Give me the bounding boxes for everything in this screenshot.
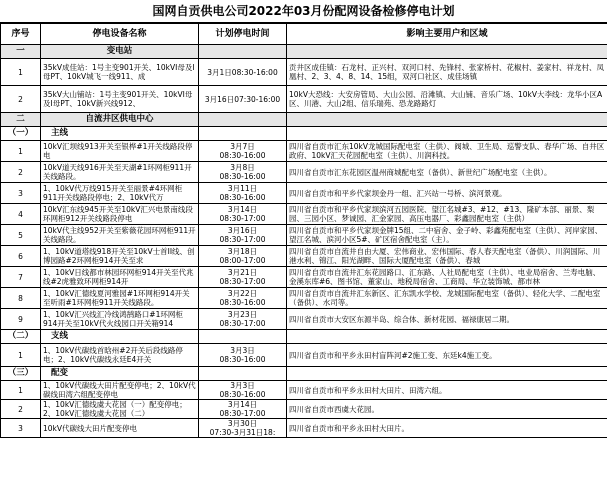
row-device: 10kV汇东线945开关至10kV汇兴电景南线段环网柜912开关线路段停电 — [41, 204, 199, 225]
table-row — [1, 162, 607, 183]
row-time-date: 3月18日 — [227, 247, 258, 256]
row-time — [199, 246, 287, 267]
row-device: 1、10kV汇德线夏河雅园#1环网柜914开关至听雨#1环网柜911开关线路段。 — [41, 288, 199, 309]
row-time-range: 08:30-16:00 — [219, 151, 266, 160]
row-area: 贡井区成佳镇：石龙村、正兴村、双河口村、先锋村、张家桥村、花椒村、姜家村、祥龙村、凤凰村、2、3、4、8、14、15组，双河口社区、成佳场镇 — [287, 59, 607, 86]
table-row — [1, 381, 607, 400]
row-time — [199, 400, 287, 419]
section-row — [1, 45, 607, 59]
group-row — [1, 367, 607, 381]
group-index: （三） — [1, 367, 41, 381]
row-time-range: 08:30-17:00 — [219, 277, 266, 286]
table-row — [1, 267, 607, 288]
header-index: 序号 — [1, 24, 41, 45]
section-name: 变电站 — [41, 45, 199, 59]
table-row — [1, 225, 607, 246]
section-index: 二 — [1, 113, 41, 127]
row-index: 9 — [1, 309, 41, 330]
row-time-date: 3月21日 — [227, 268, 258, 277]
group-index: （一） — [1, 127, 41, 141]
row-time — [199, 225, 287, 246]
row-area: 四川省自贡市和平乡代家坝金丹一组、汇兴站一号桥、滨河景观。 — [287, 183, 607, 204]
row-area: 四川省自贡市和平乡永田村大田片。 — [287, 419, 607, 438]
table-row — [1, 141, 607, 162]
row-index: 4 — [1, 204, 41, 225]
row-time-range: 08:30-16:00 — [219, 390, 266, 399]
row-time-date: 3月3日 — [230, 346, 255, 355]
row-area: 四川省自贡市自流井汇东花园路口、汇东路、人社局配电室（主供）、电业局宿舍、兰寿电脑、金溪东库#6、图书馆、董家山、地税局宿舍、工商局、华立装饰城、都市林 — [287, 267, 607, 288]
row-index: 3 — [1, 419, 41, 438]
row-area: 四川省自贡市和平乡永田村大田片、田湾六组。 — [287, 381, 607, 400]
row-time — [199, 309, 287, 330]
row-time — [199, 204, 287, 225]
row-device: 1、10kV代碳线首晗州#2开关后段线路停电；2、10kV代碳线永廷E4开关 — [41, 344, 199, 367]
group-name: 配变 — [41, 367, 199, 381]
row-time: 3月1日08:30-16:00 — [199, 59, 287, 86]
row-time-range: 07:30-3月31日18: — [209, 428, 276, 437]
row-index: 3 — [1, 183, 41, 204]
table-row — [1, 183, 607, 204]
row-device: 1、10kV日线都市林园环网柜914开关至代兆线#2虎雅致环网柜914开 — [41, 267, 199, 288]
row-device: 1、10kV道塔线918开关至10kV士首II线、创博园路#2环网柜914开关至求 — [41, 246, 199, 267]
row-time — [199, 162, 287, 183]
row-device: 10kV代主线952开关至紫薇花园环网柜911开关线路段。 — [41, 225, 199, 246]
row-area: 四川省自贡市自流井汇东新区、汇东凯水学校、龙城国际配电室（备供）、轻化大学、二配电室（备供）、水司等。 — [287, 288, 607, 309]
row-time-range: 08:30-16:00 — [219, 355, 266, 364]
row-time — [199, 288, 287, 309]
row-area: 四川省自贡市和平乡代家坝滨河五园医院、望江名城#3、#12、#13、隆矿本部、丽景、梨园、三园小区、梦诚园、汇金家园、高压电器厂、彩鑫园配电室（主供） — [287, 204, 607, 225]
row-device: 1、10kV汇德线虞大花园（一）配变停电；2、10kV汇德线虞大花园（二） — [41, 400, 199, 419]
row-device: 1、10kV代万线915开关至丽景#4环网柜911开关线路段停电；2、10kV代万 — [41, 183, 199, 204]
row-time-date: 3月30日 — [227, 419, 258, 428]
row-device: 10kV代碳线大田片配变停电 — [41, 419, 199, 438]
row-index: 6 — [1, 246, 41, 267]
row-time — [199, 419, 287, 438]
row-time-range: 08:30-17:00 — [219, 319, 266, 328]
row-time-range: 08:00-17:00 — [219, 256, 266, 265]
page-title: 国网自贡供电公司2022年03月份配网设备检修停电计划 — [0, 0, 607, 23]
row-time-date: 3月22日 — [227, 289, 258, 298]
row-area: 四川省自贡市和平乡永田村盲阵河#2施工变、东廷k4施工变。 — [287, 344, 607, 367]
table-row — [1, 344, 607, 367]
table-row — [1, 204, 607, 225]
section-index: 一 — [1, 45, 41, 59]
row-index: 1 — [1, 344, 41, 367]
row-device: 1、10kV代碳线大田片配变停电；2、10kV代碳线田湾六组配变停电 — [41, 381, 199, 400]
row-index: 1 — [1, 141, 41, 162]
group-name: 支线 — [41, 330, 199, 344]
table-row — [1, 288, 607, 309]
row-index: 5 — [1, 225, 41, 246]
row-index: 2 — [1, 400, 41, 419]
row-index: 2 — [1, 162, 41, 183]
table-header-row — [1, 24, 607, 45]
row-time-date: 3月7日 — [230, 142, 255, 151]
row-time-date: 3月8日 — [230, 163, 255, 172]
row-index: 2 — [1, 86, 41, 113]
row-device: 1、10kV汇兴线汇冷线鸿鹄路口#1环网柜914开关至10kV代火线园口开关箱914 — [41, 309, 199, 330]
row-area: 四川省自贡市汇东10kV龙城国际配电室（主供）、阀城、卫生局、巡警支队、春华广场、自井区政府、10kV汇天花园配电室（主供）、川润科技。 — [287, 141, 607, 162]
row-device: 35kV大山铺站：1号主变901开关、10kVⅠ母及Ⅰ母PT、10kV新兴线912、 — [41, 86, 199, 113]
row-time-date: 3月14日 — [227, 400, 258, 409]
row-time-date: 3月11日 — [227, 184, 258, 193]
row-area: 四川省自贡市大安区东源半岛、综合体、新材花园、福禄康居二期。 — [287, 309, 607, 330]
row-time: 3月16日07:30-16:00 — [199, 86, 287, 113]
row-index: 7 — [1, 267, 41, 288]
row-time — [199, 344, 287, 367]
row-area: 四川省自贡市西虞大花园。 — [287, 400, 607, 419]
row-area: 四川省自贡市和平乡代家坝金牌15组、二中宿舍、金子岭、彩鑫苑配电室（主供）、河岸家园、望江名城、滨河小区5#、矿区宿舍配电室（主）。 — [287, 225, 607, 246]
row-time-range: 08:30-17:00 — [219, 235, 266, 244]
section-name: 自流井区供电中心 — [41, 113, 199, 127]
row-time-date: 3月23日 — [227, 310, 258, 319]
group-index: （二） — [1, 330, 41, 344]
row-time — [199, 381, 287, 400]
row-index: 8 — [1, 288, 41, 309]
table-row — [1, 400, 607, 419]
table-row — [1, 86, 607, 113]
row-time-range: 08:30-16:00 — [219, 298, 266, 307]
row-device: 10kV道天线916开关至天湖#1环网柜911开关线路段。 — [41, 162, 199, 183]
row-area: 四川省自贡市汇东花园区温州商城配电室（备供）、新世纪广场配电室（主供）。 — [287, 162, 607, 183]
row-time-date: 3月14日 — [227, 205, 258, 214]
table-row — [1, 59, 607, 86]
row-device: 10kV汇坝线913开关至银桦#1开关线路段停电 — [41, 141, 199, 162]
row-area: 四川省自贡市自流井自由大厦、宏伟商业、宏伟国际、春人春天配电室（备供）、川润国际、川港水利、锦江、阳光湖畔、国际大厦配电室（备供）、春城 — [287, 246, 607, 267]
row-time-range: 08:30-16:00 — [219, 172, 266, 181]
header-area: 影响主要用户和区域 — [287, 24, 607, 45]
group-row — [1, 127, 607, 141]
table-row — [1, 309, 607, 330]
row-index: 1 — [1, 381, 41, 400]
row-time-range: 08:30-16:00 — [219, 193, 266, 202]
group-name: 主线 — [41, 127, 199, 141]
row-time — [199, 141, 287, 162]
header-time: 计划停电时间 — [199, 24, 287, 45]
row-time-range: 08:30-17:00 — [219, 409, 266, 418]
row-time-date: 3月16日 — [227, 226, 258, 235]
row-time-range: 08:30-17:00 — [219, 214, 266, 223]
row-time — [199, 183, 287, 204]
table-row — [1, 419, 607, 438]
row-device: 35kV成佳站：1号主变901开关、10kVⅠ母及Ⅰ母PT、10kV城飞一线911、成 — [41, 59, 199, 86]
row-index: 1 — [1, 59, 41, 86]
section-row — [1, 113, 607, 127]
outage-plan-table — [0, 23, 607, 438]
row-time — [199, 267, 287, 288]
group-row — [1, 330, 607, 344]
header-device: 停电设备名称 — [41, 24, 199, 45]
row-time-date: 3月3日 — [230, 381, 255, 390]
table-row — [1, 246, 607, 267]
row-area: 10kV大恐线：大安房管局、大山公园、沿滩镇、大山铺、音乐广场、10kV大李线：龙华小区A区、川港、大山2组、信乐瑞苑、恐龙路路灯 — [287, 86, 607, 113]
